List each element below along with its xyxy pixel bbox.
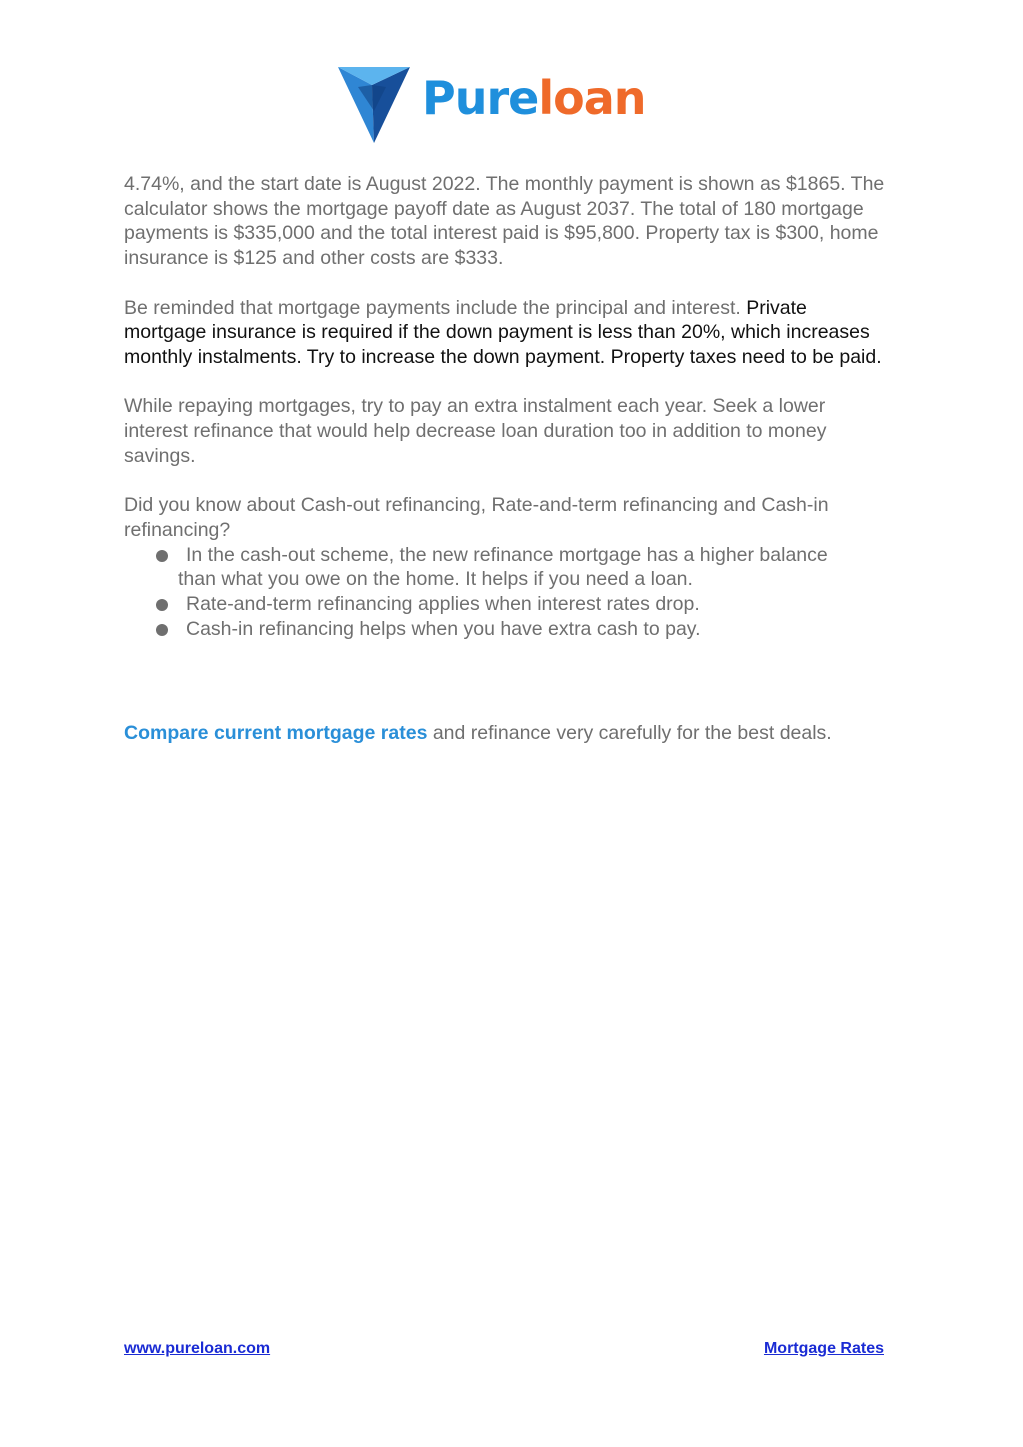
brand-part-pure: Pure	[422, 71, 539, 125]
pmi-note-text: Private mortgage insurance is required if the down payment is less than 20%, which increases monthly instalments. Try to increase the down payment. Property taxes need to be paid.	[124, 296, 882, 368]
pureloan-triangle-icon	[336, 63, 412, 145]
article-body	[124, 172, 894, 641]
footer-left	[124, 1340, 270, 1358]
list-item	[124, 592, 894, 617]
mortgage-rates-link[interactable]: Mortgage Rates	[763, 1340, 884, 1357]
website-link[interactable]: www.pureloan.com	[124, 1340, 271, 1357]
paragraph-refinance-types: Did you know about Cash-out refinancing, Rate-and-term refinancing and Cash-in refinancing?	[124, 494, 829, 541]
paragraph-repayment-tips: While repaying mortgages, try to pay an extra instalment each year. Seek a lower interest refinance that would help decrease loan duration too in addition to money savings.	[124, 395, 827, 467]
pureloan-logo	[336, 62, 646, 146]
bullet-icon	[156, 624, 168, 636]
brand-name	[422, 71, 646, 125]
compare-rates-sentence	[124, 722, 832, 745]
list-item	[124, 543, 894, 592]
list-item-text: Rate-and-term refinancing applies when interest rates drop.	[186, 592, 700, 615]
footer-right	[764, 1340, 884, 1358]
reminder-lead-text: Be reminded that mortgage payments include the principal and interest.	[124, 296, 747, 319]
list-item-text: In the cash-out scheme, the new refinance mortgage has a higher balance	[186, 543, 828, 566]
compare-rates-link[interactable]: Compare current mortgage rates	[124, 722, 428, 744]
paragraph-payment-reminder	[124, 296, 894, 370]
bullet-icon	[156, 550, 168, 562]
list-item-text-continued: than what you owe on the home. It helps if you need a loan.	[178, 568, 693, 591]
list-item-text: Cash-in refinancing helps when you have extra cash to pay.	[186, 617, 701, 640]
bullet-icon	[156, 599, 168, 611]
refinance-types-list	[124, 543, 894, 642]
compare-rates-rest: and refinance very carefully for the best deals.	[427, 722, 832, 744]
brand-part-loan: loan	[538, 71, 646, 125]
paragraph-payment-details: 4.74%, and the start date is August 2022. The monthly payment is shown as $1865. The calculator shows the mortgage payoff date as August 2037. The total of 180 mortgage payments is $335,000 and the total interest paid is $95,800. Property tax is $300, home insurance is $125 and other costs are $333.	[124, 173, 885, 270]
list-item	[124, 617, 894, 642]
